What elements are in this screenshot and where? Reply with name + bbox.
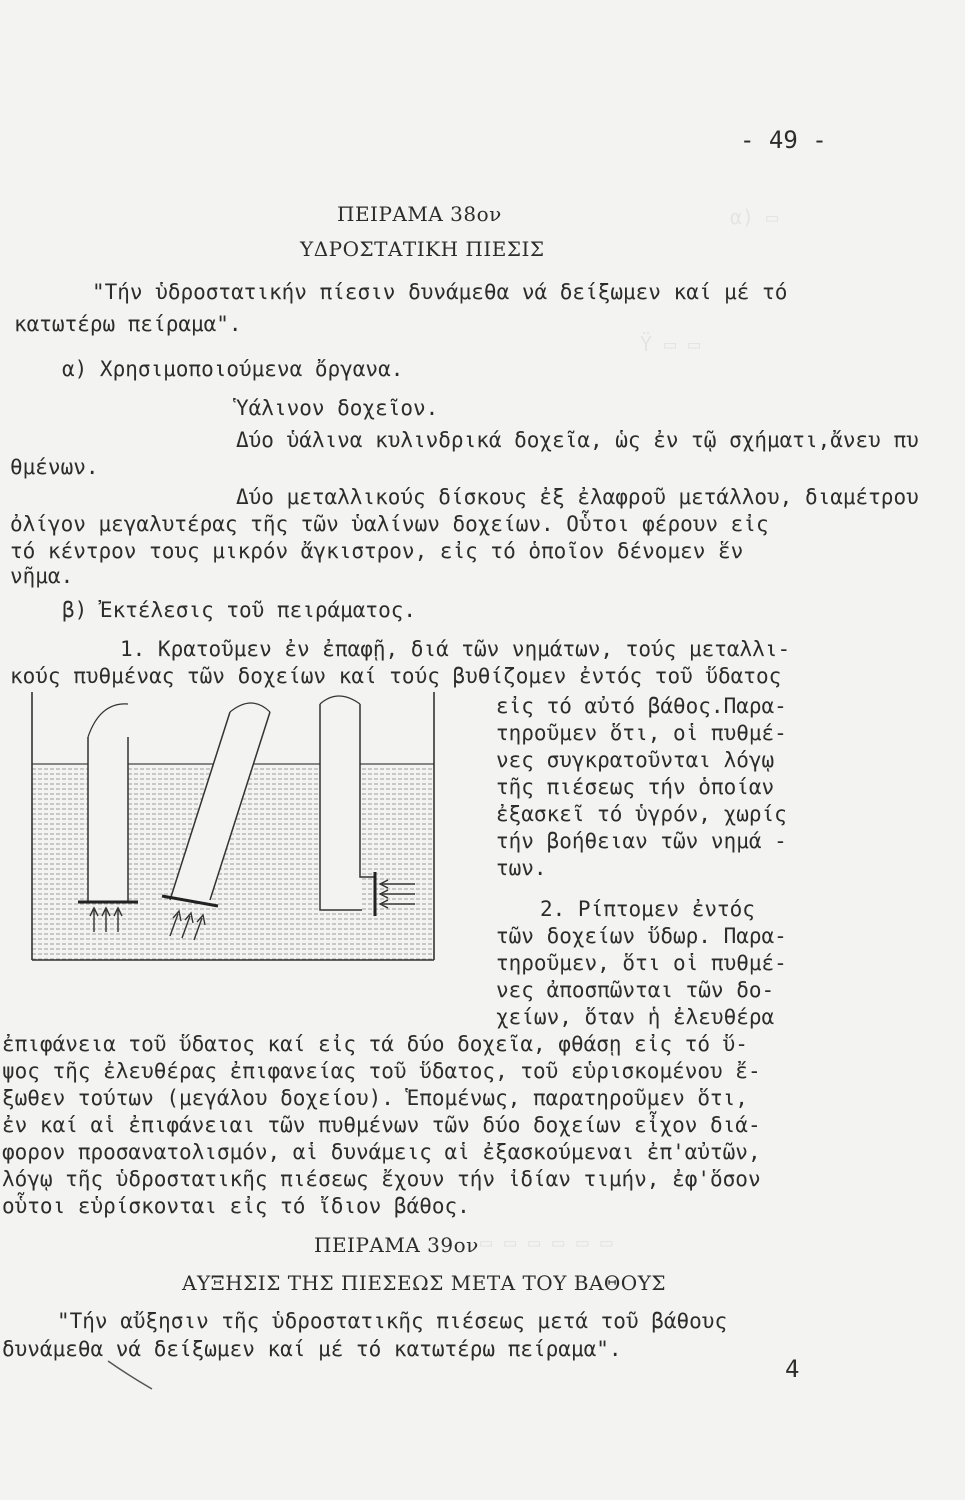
step1-line: τῆς πιέσεως τήν ὁποίαν xyxy=(496,775,775,799)
materials-line: τό κέντρον τους μικρόν ἄγκιστρον, εἰς τό ὁποῖον δένομεν ἕν xyxy=(10,539,744,563)
materials-line: θμένων. xyxy=(10,455,99,479)
step2-line: ἐν καί αἱ ἐπιφάνειαι τῶν πυθμένων τῶν δύο δοχείων εἶχον διά- xyxy=(2,1113,761,1137)
step1-line: τήν βοήθειαν τῶν νημά - xyxy=(496,829,787,853)
intro-line: δυνάμεθα νά δείξωμεν καί μέ τό κατωτέρω πείραμα". xyxy=(2,1337,622,1361)
footer-mark: 4 xyxy=(785,1355,800,1383)
experiment-heading: ΠΕΙΡΑΜΑ 39ον xyxy=(314,1233,479,1257)
section-b-title: β) Ἐκτέλεσις τοῦ πειράματος. xyxy=(62,598,417,622)
materials-line: νῆμα. xyxy=(10,564,74,588)
step2-line: ξωθεν τούτων (μεγάλου δοχείου). Ἑπομένως, παρατηροῦμεν ὅτι, xyxy=(2,1086,748,1110)
step2-line: τῶν δοχείων ὕδωρ. Παρα- xyxy=(496,924,787,948)
step1-line: εἰς τό αὐτό βάθος.Παρα- xyxy=(496,694,787,718)
materials-line: Δύο μεταλλικούς δίσκους ἐξ ἐλαφροῦ μετάλλου, διαμέτρου xyxy=(236,485,919,509)
apparatus-diagram xyxy=(20,692,450,967)
materials-line: ὀλίγον μεγαλυτέρας τῆς τῶν ὑαλίνων δοχείων. Οὗτοι φέρουν εἰς xyxy=(10,512,769,536)
intro-line: κατωτέρω πείραμα". xyxy=(14,312,242,336)
intro-line: "Τήν ὑδροστατικήν πίεσιν δυνάμεθα νά δείξωμεν καί μέ τό xyxy=(92,280,788,304)
step2-line: λόγῳ τῆς ὑδροστατικῆς πιέσεως ἔχουν τήν ἰδίαν τιμήν, ἐφ'ὅσον xyxy=(2,1167,761,1191)
step1-line: ἐξασκεῖ τό ὑγρόν, χωρίς xyxy=(496,802,787,826)
section-a-title: α) Χρησιμοποιούμενα ὄργανα. xyxy=(62,357,404,381)
step1-line: τηροῦμεν ὅτι, οἱ πυθμέ- xyxy=(496,721,787,745)
step2-line: ψος τῆς ἐλευθέρας ἐπιφανείας τοῦ ὕδατος, τοῦ εὑρισκομένου ἔ- xyxy=(2,1059,761,1083)
experiment-title: ΥΔΡΟΣΤΑΤΙΚΗ ΠΙΕΣΙΣ xyxy=(300,237,545,261)
step1-line: των. xyxy=(496,856,547,880)
step2-line: φορον προσανατολισμόν, αἱ δυνάμεις αἱ ἐξασκούμεναι ἐπ'αὐτῶν, xyxy=(2,1140,761,1164)
bleed-through-mark: Ϋ ▭ ▭ xyxy=(640,332,701,356)
step2-line: χείων, ὅταν ἡ ἐλευθέρα xyxy=(496,1005,775,1029)
glass-vessel-line: Ὑάλινον δοχεῖον. xyxy=(236,396,439,420)
pen-stroke-mark xyxy=(100,1355,160,1395)
step1-line: 1. Κρατοῦμεν ἐν ἐπαφῇ, διά τῶν νημάτων, τούς μεταλλι- xyxy=(120,637,791,661)
experiment-title: ΑΥΞΗΣΙΣ ΤΗΣ ΠΙΕΣΕΩΣ ΜΕΤΑ ΤΟΥ ΒΑΘΟΥΣ xyxy=(182,1271,667,1295)
step2-line: τηροῦμεν, ὅτι οἱ πυθμέ- xyxy=(496,951,787,975)
step2-line: οὗτοι εὑρίσκονται εἰς τό ἴδιον βάθος. xyxy=(2,1194,470,1218)
pressure-arrows-left xyxy=(380,880,415,908)
experiment-heading: ΠΕΙΡΑΜΑ 38ον xyxy=(337,202,502,226)
bleed-through-mark: α) ▭ xyxy=(730,205,779,229)
bleed-through-mark: ▭ ▭ ▭ ▭ ▭ ▭ xyxy=(480,1230,613,1254)
step1-line: νες συγκρατοῦνται λόγῳ xyxy=(496,748,775,772)
step2-line: 2. Ρίπτομεν ἐντός xyxy=(540,897,755,921)
intro-line: "Τήν αὔξησιν τῆς ὑδροστατικῆς πιέσεως μετά τοῦ βάθους xyxy=(57,1309,728,1333)
step2-line: ἐπιφάνεια τοῦ ὕδατος καί εἰς τά δύο δοχεῖα, φθάσῃ εἰς τό ὕ- xyxy=(2,1032,748,1056)
step1-line: κούς πυθμένας τῶν δοχείων καί τούς βυθίζομεν ἐντός τοῦ ὕδατος xyxy=(10,664,782,688)
page-number: - 49 - xyxy=(740,126,827,154)
step2-line: νες ἀποσπῶνται τῶν δο- xyxy=(496,978,775,1002)
materials-line: Δύο ὑάλινα κυλινδρικά δοχεῖα, ὡς ἐν τῷ σχήματι,ἄνευ πυ xyxy=(236,428,919,452)
